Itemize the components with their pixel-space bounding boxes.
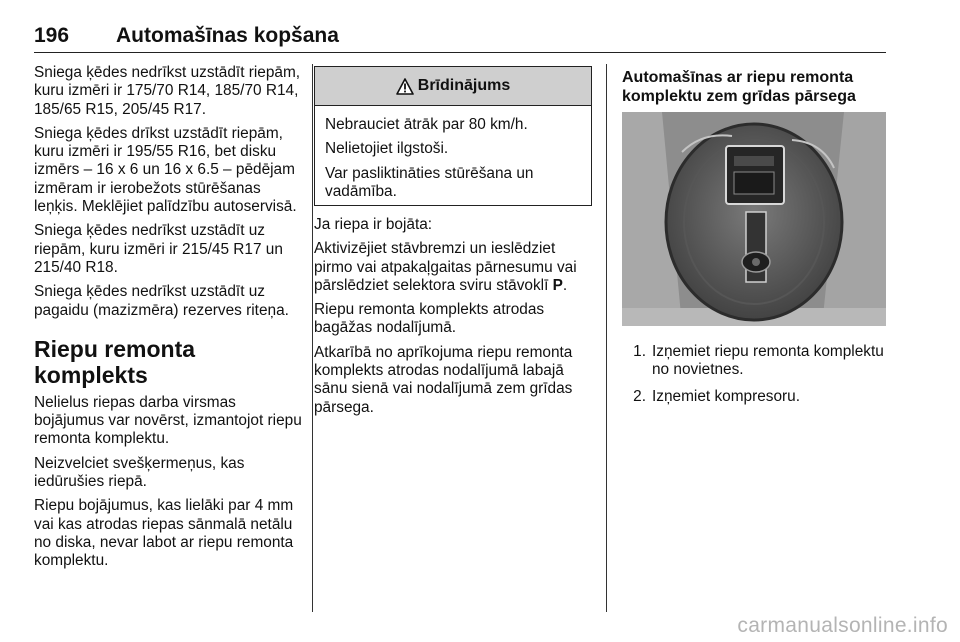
- list-item: [622, 388, 890, 406]
- step-text: Izņemiet riepu remonta komplektu no novietnes.: [652, 343, 884, 379]
- paragraph: Riepu bojājumus, kas lielāki par 4 mm vai kas atrodas riepas sānmalā netālu no diska, nevar labot ar riepu remonta komplektu.: [34, 497, 294, 570]
- warning-line: Var pasliktināties stūrēšana un vadāmība.: [325, 164, 534, 200]
- page-number: 196: [34, 24, 70, 47]
- paragraph: Atkarībā no aprīkojuma riepu remonta komplekts atrodas nodalījumā labajā sānu sienā vai nodalījumā zem grīdas pārsega.: [314, 343, 573, 416]
- paragraph: Sniega ķēdes nedrīkst uzstādīt uz riepām, kuru izmēri ir 215/45 R17 un 215/40 R18.: [34, 222, 283, 276]
- watermark: carmanualsonline.info: [737, 614, 948, 637]
- page-title: Automašīnas kopšana: [116, 24, 339, 47]
- paragraph-text: Aktivizējiet stāvbremzi un ieslēdziet pirmo vai atpakaļgaitas pārnesumu vai pārslēdziet selektora sviru stāvoklī: [314, 240, 577, 294]
- column-divider: [312, 64, 313, 612]
- step-number: 2.: [633, 387, 646, 405]
- warning-line: Nebrauciet ātrāk par 80 km/h.: [325, 116, 528, 133]
- column-left: [34, 64, 302, 577]
- warning-title: Brīdinājums: [417, 77, 511, 94]
- subsection-heading: Automašīnas ar riepu remonta komplektu zem grīdas pārsega: [622, 69, 856, 105]
- warning-header: [315, 67, 591, 106]
- warning-triangle-icon: [396, 78, 414, 95]
- paragraph: Ja riepa ir bojāta:: [314, 216, 433, 233]
- tire-repair-kit-photo: [622, 112, 886, 326]
- page-header: [34, 24, 886, 53]
- column-divider: [606, 64, 607, 612]
- paragraph: Sniega ķēdes drīkst uzstādīt riepām, kuru izmēri ir 195/55 R16, bet disku izmērs – 16 x 6 un 16 x 6.5 – pēdējam izmēram ir ierobežots stūrēšanas leņķis. Meklējiet palīdzību autoservisā.: [34, 124, 297, 216]
- paragraph: Sniega ķēdes nedrīkst uzstādīt uz pagaidu (mazizmēra) rezerves riteņa.: [34, 283, 289, 319]
- warning-box: [314, 66, 592, 206]
- gear-position-p: P: [552, 276, 563, 294]
- warning-body: [315, 106, 591, 201]
- paragraph-end: .: [562, 276, 568, 294]
- paragraph: Nelielus riepas darba virsmas bojājumus var novērst, izmantojot riepu remonta komplektu.: [34, 393, 302, 448]
- step-text: Izņemiet kompresoru.: [652, 387, 800, 405]
- paragraph: Neizvelciet svešķermeņus, kas iedūrušies riepā.: [34, 454, 245, 491]
- warning-line: Nelietojiet ilgstoši.: [325, 140, 449, 158]
- section-heading: Riepu remonta komplekts: [34, 335, 196, 388]
- step-number: 1.: [633, 343, 646, 360]
- column-right: [622, 68, 888, 116]
- paragraph: [314, 240, 596, 295]
- list-item: [622, 343, 890, 380]
- paragraph: Sniega ķēdes nedrīkst uzstādīt riepām, kuru izmēri ir 175/70 R14, 185/70 R14, 185/65 R15, 205/45 R17.: [34, 64, 301, 118]
- paragraph: Riepu remonta komplekts atrodas bagāžas nodalījumā.: [314, 301, 545, 337]
- instruction-steps: [622, 343, 890, 414]
- column-middle: [314, 216, 596, 423]
